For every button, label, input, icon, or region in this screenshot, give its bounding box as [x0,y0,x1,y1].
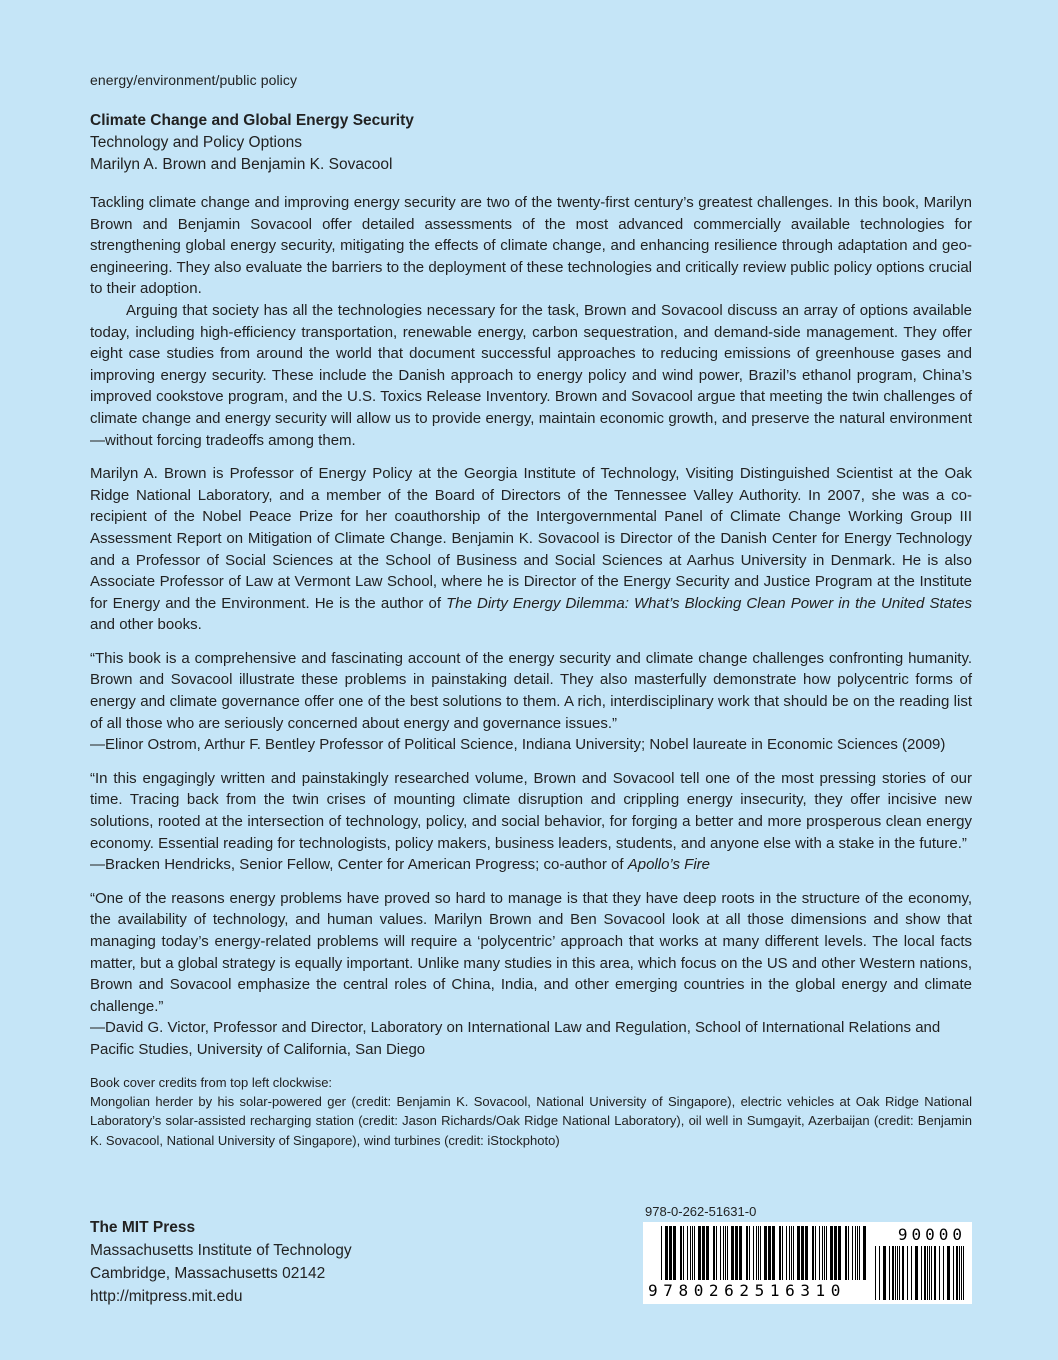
barcode-bar [746,1226,748,1280]
barcode-bar [834,1226,837,1280]
barcode-bar [863,1226,866,1280]
cover-credits-heading: Book cover credits from top left clockwise: [90,1074,333,1090]
barcode-bar [760,1226,761,1280]
barcode-bar [902,1246,904,1300]
barcode-bar [702,1226,705,1280]
barcode-bar [779,1226,781,1280]
barcode-bar [764,1226,767,1280]
barcode-bar [838,1226,841,1280]
publisher-institution: Massachusetts Institute of Technology [90,1242,352,1259]
barcode-bar [907,1246,908,1300]
barcode-bar [749,1226,750,1280]
barcode-bar [735,1226,738,1280]
publisher-block [90,1216,352,1308]
barcode-bar [673,1226,676,1280]
barcode-bar [782,1226,783,1280]
barcode-bar [883,1246,886,1300]
barcode-bar [927,1246,928,1300]
barcode-bar [819,1226,820,1280]
publisher-city: Cambridge, Massachusetts 02142 [90,1265,326,1282]
barcode-bar [694,1226,695,1280]
barcode-bar [857,1226,858,1280]
barcode-bar [725,1226,726,1280]
bio-text-before: Marilyn A. Brown is Professor of Energy Policy at the Georgia Institute of Technology, Visiting Distinguished Scientist at the Oak Ridge National Laboratory, and a member of the Board of Directors of the Tennessee Valley Authority. In 2007, she was a co-recipient of the Nobel Peace Prize for her coauthorship of the Intergovernmental Panel of Climate Change Working Group III Assessment Report on Mitigation of Climate Change. Benjamin K. Sovacool is Director of the Danish Center for Energy Technology and a Professor of Social Sciences at the School of Business and Social Sciences at Aarhus University in Denmark. He is also Associate Professor of Law at Vermont Law School, where he is Director of the Energy Security and Justice Program at the Institute for Energy and the Environment. He is the author of [90,465,972,612]
barcode-bar [698,1226,701,1280]
barcode-bar [720,1226,721,1280]
book-title: Climate Change and Global Energy Security [90,112,414,129]
isbn-barcode [643,1222,972,1304]
bio-text-after: and other books. [90,616,202,634]
barcode-bar [706,1226,709,1280]
barcode-bar [848,1226,849,1280]
barcode-digits: 9780262516310 [648,1281,847,1300]
barcode-bar [921,1246,922,1300]
barcode-bar [845,1226,847,1280]
cover-credits-text: Mongolian herder by his solar-powered ger (credit: Benjamin K. Sovacool, National University of Singapore), electric vehicles at Oak Ridge National Laboratory’s solar-assisted recharging station (credit: Jason Richards/Oak Ridge National Laboratory), oil well in Sumgayit, Azerbaijan (credit: Benjamin K. Sovacool, National University of Singapore), wind turbines (credit: iStockphoto) [90,1093,972,1148]
barcode-bar [727,1226,728,1280]
barcode-bar [692,1226,693,1280]
barcode-bar [756,1226,757,1280]
isbn-number: 978-0-262-51631-0 [645,1204,757,1219]
blurb-attribution-2 [90,854,972,876]
barcode-bar [713,1226,715,1280]
blurb-attribution-1: —Elinor Ostrom, Arthur F. Bentley Professor of Political Science, Indiana University; Nobel laureate in Economic Sciences (2009) [90,736,946,754]
barcode-bar [786,1226,787,1280]
barcode-bar [855,1226,856,1280]
book-subtitle: Technology and Policy Options [90,134,302,151]
barcode-bar [953,1246,954,1300]
barcode-bar [875,1246,876,1300]
barcode-bar [897,1246,898,1300]
barcode-bar [931,1246,932,1300]
barcode-bar [661,1226,662,1280]
barcode-bar [830,1226,833,1280]
barcode-bar [924,1246,926,1300]
barcode-bar [939,1246,940,1300]
description-paragraph-1: Tackling climate change and improving energy security are two of the twenty-first century’s greatest challenges. In this book, Marilyn Brown and Benjamin Sovacool offer detailed assessments of the most advanced commercially available technologies for strengthening global energy security, mitigating the effects of climate change, and enhancing resilience through adaptation and geo-engineering. They also evaluate the barriers to the deployment of these technologies and critically review public policy options crucial to their adoption. [90,194,972,298]
barcode-bar [826,1226,827,1280]
barcode-price-code: 90000 [897,1225,966,1244]
barcode-bar [791,1226,792,1280]
barcode-bar [801,1226,804,1280]
author-bio [90,463,972,636]
barcode-bar [852,1226,853,1280]
blurb-quote-2: “In this engagingly written and painstakingly researched volume, Brown and Sovacool tell one of the most pressing stories of our time. Tracing back from the twin crises of mounting climate disruption and crippling energy insecurity, they offer incisive new solutions, rooted at the intersection of technology, policy, and social behavior, for forging a better and more prosperous clean energy economy. Essential reading for technologists, policy makers, business leaders, students, and anyone else with a stake in the future.” [90,769,972,852]
barcode-bar [961,1246,962,1300]
barcode-bar [959,1246,960,1300]
barcode-bar [879,1246,880,1300]
back-cover-content [90,72,972,1150]
bio-book-title: The Dirty Energy Dilemma: What’s Blocking Clean Power in the United States [446,594,972,612]
barcode-bar [772,1226,775,1280]
barcode-bar [758,1226,759,1280]
barcode-bar [669,1226,672,1280]
barcode-bar [943,1246,944,1300]
barcode-bar [731,1226,734,1280]
blurb-attribution-2-title: Apollo’s Fire [627,856,710,874]
barcode-bar [812,1226,814,1280]
blurb-quote-1: “This book is a comprehensive and fascinating account of the energy security and climate change challenges confronting humanity. Brown and Sovacool illustrate these problems in painstaking detail. They also masterfully demonstrate how polycentric forms of energy and climate governance offer one of the best solutions to them. A rich, interdisciplinary work that should be on the reading list of all those who are seriously concerned about energy and governance issues.” [90,649,972,732]
barcode-bar [739,1226,742,1280]
barcode-bar [859,1226,860,1280]
barcode-bar [753,1226,754,1280]
description-paragraph-2: Arguing that society has all the technologies necessary for the task, Brown and Sovacool discuss an array of options available today, including high-efficiency transportation, renewable energy, carbon sequestration, and demand-side management. They offer eight case studies from around the world that document successful approaches to reducing emissions of greenhouse gases and improving energy security. These include the Danish approach to energy policy and wind power, Brazil’s ethanol program, China’s improved cookstove program, and the U.S. Toxics Release Inventory. Brown and Sovacool argue that meeting the twin challenges of climate change and energy security will allow us to provide energy, maintain economic growth, and preserve the natural environment—without forcing tradeoffs among them. [90,301,972,449]
barcode-bar [929,1246,930,1300]
barcode-bar [805,1226,808,1280]
barcode-bar [895,1246,896,1300]
publisher-name: The MIT Press [90,1219,196,1236]
publisher-url[interactable]: http://mitpress.mit.edu [90,1288,243,1305]
barcode-bar [947,1246,950,1300]
blurb-attribution-3: —David G. Victor, Professor and Director, Laboratory on International Law and Regulation, School of International Relations and Pacific Studies, University of California, San Diego [90,1019,941,1058]
category-label: energy/environment/public policy [90,72,298,88]
blurb-quote-3: “One of the reasons energy problems have proved so hard to manage is that they have deep roots in the structure of the economy, the availability of technology, and human values. Marilyn Brown and Ben Sovacool look at all those dimensions and show that managing today’s energy-related problems will require a ‘polycentric’ approach that works at many different levels. The local facts matter, but a global strategy is equally important. Unlike many studies in this area, which focus on the US and other Western nations, Brown and Sovacool emphasize the central roles of China, India, and other emerging countries in the global energy and climate challenge.” [90,889,972,1015]
barcode-bar [892,1246,894,1300]
barcode-bar [911,1246,912,1300]
barcode-bar [822,1226,823,1280]
barcode-bar [934,1246,936,1300]
barcode-bar [723,1226,724,1280]
barcode-bar [824,1226,825,1280]
barcode-bar [690,1226,691,1280]
barcode-bar [956,1246,958,1300]
barcode-bar [793,1226,794,1280]
book-authors: Marilyn A. Brown and Benjamin K. Sovacool [90,156,393,173]
barcode-bar [889,1246,890,1300]
blurb-attribution-2-text: —Bracken Hendricks, Senior Fellow, Center for American Progress; co-author of [90,856,628,874]
barcode-bar [687,1226,688,1280]
barcode-bar [899,1246,900,1300]
barcode-bar [915,1246,918,1300]
barcode-bar [665,1226,668,1280]
barcode-bar [797,1226,800,1280]
barcode-bar [963,1246,964,1300]
barcode-bar [680,1226,682,1280]
barcode-bar [716,1226,717,1280]
barcode-bar [683,1226,684,1280]
barcode-bar [789,1226,790,1280]
barcode-bar [768,1226,771,1280]
barcode-bar [815,1226,816,1280]
